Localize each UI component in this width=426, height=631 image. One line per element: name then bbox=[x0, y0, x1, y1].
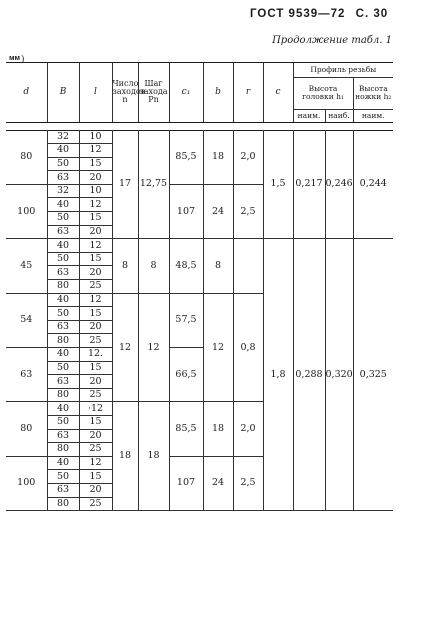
header-root-min: наим. bbox=[353, 109, 393, 122]
cell-b: 18 bbox=[203, 402, 233, 456]
header-r: r bbox=[233, 63, 263, 122]
header-c1: c₁ bbox=[169, 63, 203, 122]
cell-B: 63 bbox=[47, 429, 79, 443]
cell-l: 25 bbox=[79, 388, 112, 402]
cell-h1-min: 0,217 bbox=[293, 130, 325, 239]
header-pitch: Шаг захода Pn bbox=[138, 63, 169, 122]
cell-B: 63 bbox=[47, 171, 79, 185]
cell-r: 2,0 bbox=[233, 402, 263, 456]
cell-starts: 12 bbox=[112, 293, 138, 402]
cell-c1: 107 bbox=[169, 456, 203, 510]
cell-b: 24 bbox=[203, 184, 233, 238]
cell-l: ·12 bbox=[79, 402, 112, 416]
cell-b: 12 bbox=[203, 293, 233, 402]
cell-d: 45 bbox=[6, 239, 47, 293]
cell-l: 15 bbox=[79, 157, 112, 171]
cell-pitch: 12,75 bbox=[138, 130, 169, 239]
cell-B: 40 bbox=[47, 198, 79, 212]
cell-l: 15 bbox=[79, 415, 112, 429]
cell-l: 20 bbox=[79, 171, 112, 185]
cell-r bbox=[233, 239, 263, 293]
cell-d: 100 bbox=[6, 456, 47, 510]
header-crest-max: наиб. bbox=[325, 109, 353, 122]
cell-c1: 85,5 bbox=[169, 402, 203, 456]
cell-B: 80 bbox=[47, 388, 79, 402]
header-root-height: Высота ножки h₂ bbox=[353, 77, 393, 109]
cell-l: 10 bbox=[79, 184, 112, 198]
cell-h2-min: 0,325 bbox=[353, 239, 393, 511]
cell-B: 40 bbox=[47, 348, 79, 362]
cell-l: 20 bbox=[79, 429, 112, 443]
cell-r: 2,5 bbox=[233, 184, 263, 238]
header-b: b bbox=[203, 63, 233, 122]
cell-B: 32 bbox=[47, 130, 79, 144]
cell-d: 63 bbox=[6, 348, 47, 402]
unit-label: мм bbox=[9, 53, 21, 62]
cell-l: 15 bbox=[79, 212, 112, 226]
cell-h1-max: 0,320 bbox=[325, 239, 353, 511]
cell-B: 80 bbox=[47, 280, 79, 294]
cell-B: 50 bbox=[47, 157, 79, 171]
cell-d: 54 bbox=[6, 293, 47, 347]
cell-l: 15 bbox=[79, 470, 112, 484]
cell-B: 50 bbox=[47, 212, 79, 226]
cell-r: 0,8 bbox=[233, 293, 263, 402]
cell-l: 12 bbox=[79, 293, 112, 307]
cell-B: 40 bbox=[47, 239, 79, 253]
table-continuation-note: Продолжение табл. 1 bbox=[272, 35, 392, 46]
cell-c: 1,8 bbox=[263, 239, 293, 511]
cell-starts: 18 bbox=[112, 402, 138, 511]
cell-c1: 48,5 bbox=[169, 239, 203, 293]
cell-l: 15 bbox=[79, 307, 112, 321]
cell-starts: 17 bbox=[112, 130, 138, 239]
thread-dimensions-table bbox=[6, 63, 393, 511]
header-c: c bbox=[263, 63, 293, 122]
cell-r: 2,5 bbox=[233, 456, 263, 510]
cell-B: 50 bbox=[47, 415, 79, 429]
cell-d: 100 bbox=[6, 184, 47, 238]
cell-pitch: 12 bbox=[138, 293, 169, 402]
cell-l: 20 bbox=[79, 266, 112, 280]
cell-c: 1,5 bbox=[263, 130, 293, 239]
cell-l: 25 bbox=[79, 443, 112, 457]
cell-B: 80 bbox=[47, 334, 79, 348]
header-profile: Профиль резьбы bbox=[293, 63, 393, 77]
cell-B: 50 bbox=[47, 307, 79, 321]
cell-l: 25 bbox=[79, 334, 112, 348]
table-row bbox=[6, 239, 393, 253]
cell-l: 25 bbox=[79, 497, 112, 511]
cell-h1-min: 0,288 bbox=[293, 239, 325, 511]
cell-B: 63 bbox=[47, 375, 79, 389]
cell-l: 15 bbox=[79, 252, 112, 266]
cell-B: 40 bbox=[47, 456, 79, 470]
cell-b: 8 bbox=[203, 239, 233, 293]
cell-l: 20 bbox=[79, 225, 112, 239]
cell-B: 40 bbox=[47, 402, 79, 416]
table-row bbox=[6, 130, 393, 144]
cell-B: 50 bbox=[47, 361, 79, 375]
cell-l: 12 bbox=[79, 456, 112, 470]
cell-l: 12. bbox=[79, 348, 112, 362]
cell-pitch: 18 bbox=[138, 402, 169, 511]
cell-c1: 57,5 bbox=[169, 293, 203, 347]
cell-l: 15 bbox=[79, 361, 112, 375]
cell-d: 80 bbox=[6, 130, 47, 184]
cell-starts: 8 bbox=[112, 239, 138, 293]
cell-B: 40 bbox=[47, 293, 79, 307]
cell-B: 63 bbox=[47, 483, 79, 497]
cell-b: 24 bbox=[203, 456, 233, 510]
cell-B: 50 bbox=[47, 252, 79, 266]
cell-B: 63 bbox=[47, 266, 79, 280]
cell-r: 2,0 bbox=[233, 130, 263, 184]
header-l: l bbox=[79, 63, 112, 122]
cell-l: 20 bbox=[79, 320, 112, 334]
cell-B: 63 bbox=[47, 225, 79, 239]
cell-h2-min: 0,244 bbox=[353, 130, 393, 239]
cell-B: 50 bbox=[47, 470, 79, 484]
cell-h1-max: 0,246 bbox=[325, 130, 353, 239]
cell-l: 10 bbox=[79, 130, 112, 144]
cell-l: 20 bbox=[79, 375, 112, 389]
cell-B: 80 bbox=[47, 443, 79, 457]
cell-c1: 107 bbox=[169, 184, 203, 238]
cell-d: 80 bbox=[6, 402, 47, 456]
page-number: С. 30 bbox=[355, 8, 389, 20]
cell-B: 63 bbox=[47, 320, 79, 334]
cell-l: 12 bbox=[79, 198, 112, 212]
cell-c1: 85,5 bbox=[169, 130, 203, 184]
cell-B: 32 bbox=[47, 184, 79, 198]
cell-B: 80 bbox=[47, 497, 79, 511]
cell-l: 20 bbox=[79, 483, 112, 497]
header-crest-min: наим. bbox=[293, 109, 325, 122]
header-starts: Число заходов n bbox=[112, 63, 138, 122]
cell-l: 25 bbox=[79, 280, 112, 294]
page-header bbox=[250, 8, 388, 20]
cell-l: 12 bbox=[79, 239, 112, 253]
cell-B: 40 bbox=[47, 144, 79, 158]
header-B: B bbox=[47, 63, 79, 122]
cell-c1: 66,5 bbox=[169, 348, 203, 402]
stray-mark: ) bbox=[21, 55, 25, 65]
header-crest-height: Высота головки h₁ bbox=[293, 77, 353, 109]
standard-number: ГОСТ 9539—72 bbox=[250, 8, 346, 20]
header-d: d bbox=[6, 63, 47, 122]
cell-b: 18 bbox=[203, 130, 233, 184]
cell-l: 12 bbox=[79, 144, 112, 158]
cell-pitch: 8 bbox=[138, 239, 169, 293]
